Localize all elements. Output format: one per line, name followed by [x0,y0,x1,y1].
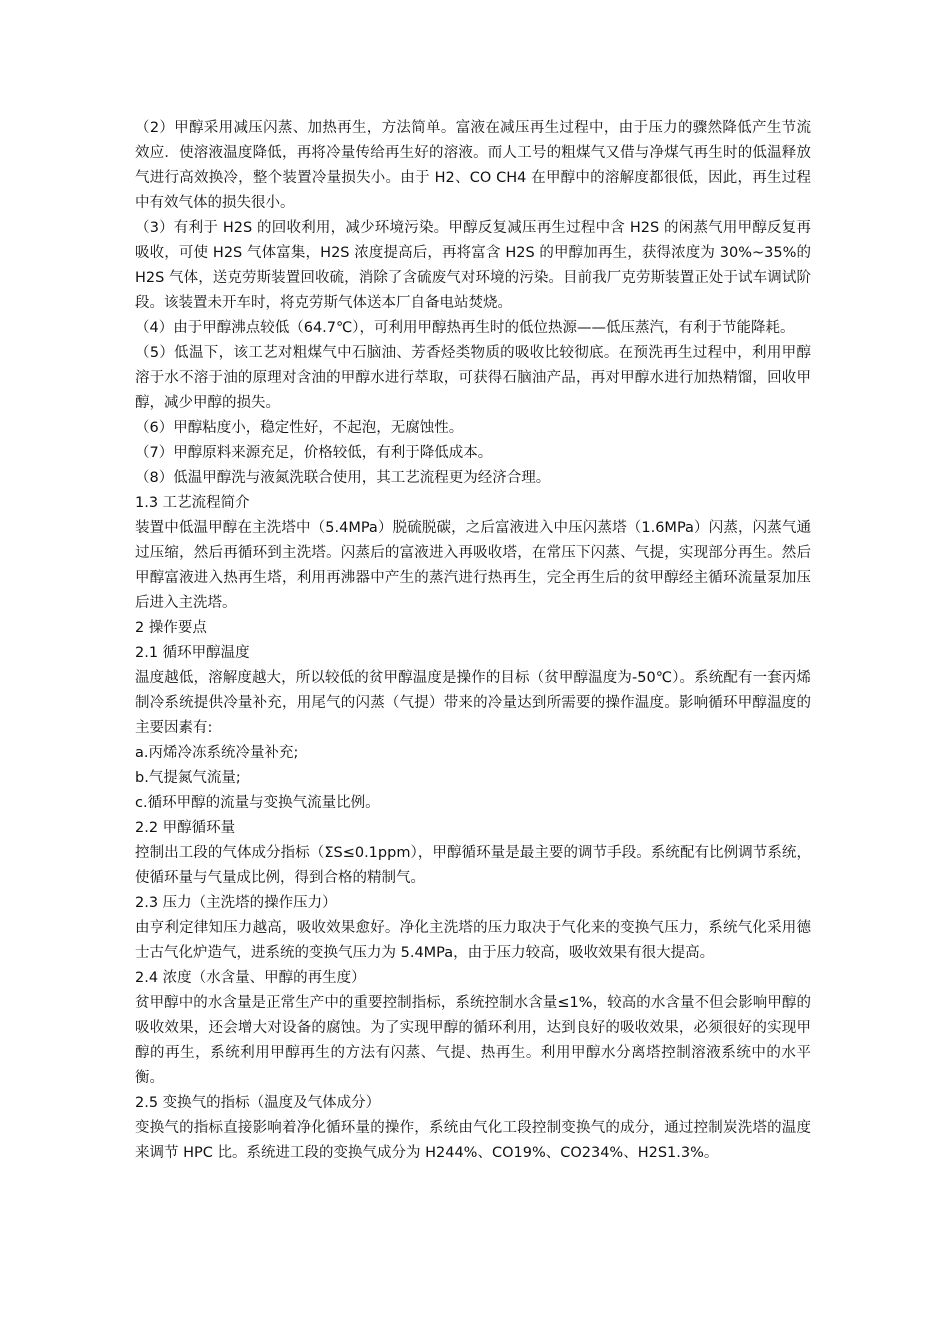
heading-1-3: 1.3 工艺流程简介 [135,495,250,511]
para-item-7: （7）甲醇原料来源充足，价格较低，有利于降低成本。 [135,445,493,461]
heading-2: 2 操作要点 [135,620,207,636]
heading-2-5: 2.5 变换气的指标（温度及气体成分） [135,1095,381,1111]
para-circulation: 控制出工段的气体成分指标（ΣS≤0.1ppm），甲醇循环量是最主要的调节手段。系统配有比例调节系统，使循环量与气量成比例，得到合格的精制气。 [135,845,811,886]
list-item-b: b.气提氮气流量; [135,770,241,786]
para-item-8: （8）低温甲醇洗与液氮洗联合使用，其工艺流程更为经济合理。 [135,470,551,486]
list-item-a: a.丙烯冷冻系统冷量补充; [135,745,299,761]
para-item-3: （3）有利于 H2S 的回收利用，减少环境污染。甲醇反复减压再生过程中含 H2S 的闲蒸气用甲醇反复再吸收，可使 H2S 气体富集，H2S 浓度提高后，再将富含 H2S 的甲醇加再生，获得浓度为 30%~35%的 H2S 气体，送克劳斯装置回收硫，消除了含硫废气对环境的污染。目前我厂克劳斯装置正处于试车调试阶段。该装置未开车时，将克劳斯气体送本厂自备电站焚烧。 [135,220,811,311]
heading-2-1: 2.1 循环甲醇温度 [135,645,250,661]
para-pressure: 由亨利定律知压力越高，吸收效果愈好。净化主洗塔的压力取决于气化来的变换气压力，系统气化采用德士古气化炉造气，进系统的变换气压力为 5.4MPa，由于压力较高，吸收效果有很大提高。 [135,920,811,961]
para-item-2: （2）甲醇采用减压闪蒸、加热再生，方法简单。富液在减压再生过程中，由于压力的骤然降低产生节流效应．使溶液温度降低，再将冷量传给再生好的溶液。而人工号的粗煤气又借与净煤气再生时的低温释放气进行高效换冷，整个装置冷量损失小。由于 H2、CO CH4 在甲醇中的溶解度都很低，因此，再生过程中有效气体的损失很小。 [135,120,811,211]
para-concentration: 贫甲醇中的水含量是正常生产中的重要控制指标，系统控制水含量≤1%，较高的水含量不但会影响甲醇的吸收效果，还会增大对设备的腐蚀。为了实现甲醇的循环利用，达到良好的吸收效果，必须很好的实现甲醇的再生，系统利用甲醇再生的方法有闪蒸、气提、热再生。利用甲醇水分离塔控制溶液系统中的水平衡。 [135,995,811,1086]
heading-2-3: 2.3 压力（主洗塔的操作压力） [135,895,337,911]
para-process-flow: 装置中低温甲醇在主洗塔中（5.4MPa）脱硫脱碳，之后富液进入中压闪蒸塔（1.6MPa）闪蒸，闪蒸气通过压缩，然后再循环到主洗塔。闪蒸后的富液进入再吸收塔，在常压下闪蒸、气提，实现部分再生。然后甲醇富液进入热再生塔，利用再沸器中产生的蒸汽进行热再生，完全再生后的贫甲醇经主循环流量泵加压后进入主洗塔。 [135,520,811,611]
para-shift-gas: 变换气的指标直接影响着净化循环量的操作，系统由气化工段控制变换气的成分，通过控制炭洗塔的温度来调节 HPC 比。系统进工段的变换气成分为 H244%、CO19%、CO234%、H2S1.3%。 [135,1120,811,1161]
list-item-c: c.循环甲醇的流量与变换气流量比例。 [135,795,380,811]
document-page [135,116,811,1166]
heading-2-4: 2.4 浓度（水含量、甲醇的再生度） [135,970,366,986]
heading-2-2: 2.2 甲醇循环量 [135,820,236,836]
para-temperature: 温度越低，溶解度越大，所以较低的贫甲醇温度是操作的目标（贫甲醇温度为-50℃）。系统配有一套丙烯制冷系统提供冷量补充，用尾气的闪蒸（气提）带来的冷量达到所需要的操作温度。影响循环甲醇温度的主要因素有: [135,670,811,736]
para-item-6: （6）甲醇粘度小，稳定性好，不起泡，无腐蚀性。 [135,420,464,436]
para-item-4: （4）由于甲醇沸点较低（64.7℃），可利用甲醇热再生时的低位热源——低压蒸汽，有利于节能降耗。 [135,320,795,336]
para-item-5: （5）低温下，该工艺对粗煤气中石脑油、芳香烃类物质的吸收比较彻底。在预洗再生过程中，利用甲醇溶于水不溶于油的原理对含油的甲醇水进行萃取，可获得石脑油产品，再对甲醇水进行加热精馏，回收甲醇，减少甲醇的损失。 [135,345,811,411]
